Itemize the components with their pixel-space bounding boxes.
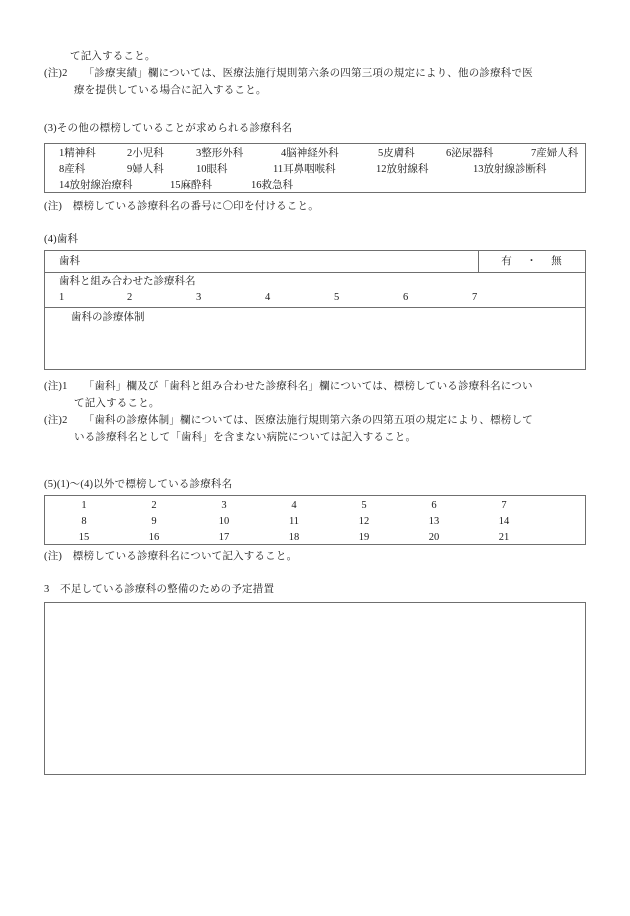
dental-table: [44, 250, 586, 370]
dental-label: 歯科: [59, 256, 80, 267]
departments-row: [45, 146, 585, 162]
departments-table: [44, 143, 586, 193]
other-department-slot[interactable]: 21: [498, 532, 510, 543]
dental-combined-slot[interactable]: 6: [403, 292, 409, 303]
dental-combined-number-slots: [59, 290, 579, 306]
other-department-slot[interactable]: 9: [151, 516, 157, 527]
other-department-slot[interactable]: 4: [291, 500, 297, 511]
section-4-note-1-line-2: て記入すること。: [74, 398, 160, 409]
other-department-slot[interactable]: 1: [81, 500, 87, 511]
dental-combined-slot[interactable]: 1: [59, 292, 65, 303]
top-note-2-text-1: 「診療実績」欄については、医療法施行規則第六条の四第三項の規定により、他の診療科で医: [88, 68, 533, 79]
department-item[interactable]: 5皮膚科: [378, 148, 415, 159]
section-4-note-2-line-2: いる診療科名として「歯科」を含まない病院については記入すること。: [74, 432, 417, 443]
department-item[interactable]: 4脳神経外科: [281, 148, 339, 159]
department-item[interactable]: 13放射線診断科: [473, 164, 547, 175]
section-4-heading: (4)歯科: [44, 234, 79, 245]
section-4-notes: [44, 378, 533, 446]
dental-yes-no-option[interactable]: 有 ・ 無: [501, 256, 564, 267]
dental-row-combined: [45, 273, 585, 308]
other-department-slot[interactable]: 6: [431, 500, 437, 511]
top-note-2-label: (注)2: [44, 68, 68, 79]
department-item[interactable]: 3整形外科: [196, 148, 244, 159]
other-department-slot[interactable]: 11: [288, 516, 300, 527]
section-4-note-2-label: (注)2: [44, 415, 68, 426]
dental-row-system[interactable]: [45, 308, 585, 370]
other-department-slot[interactable]: 3: [221, 500, 227, 511]
other-department-slot[interactable]: 5: [361, 500, 367, 511]
other-department-slot[interactable]: 16: [148, 532, 160, 543]
department-item[interactable]: 1精神科: [59, 148, 96, 159]
top-note-2-line-2: 療を提供している場合に記入すること。: [74, 85, 267, 96]
dental-combined-slot[interactable]: 3: [196, 292, 202, 303]
section-3-heading: (3)その他の標榜していることが求められる診療科名: [44, 123, 293, 134]
top-note-2-line-1: [44, 65, 533, 82]
department-item[interactable]: 12放射線科: [376, 164, 429, 175]
department-item[interactable]: 10眼科: [196, 164, 228, 175]
department-item[interactable]: 9婦人科: [127, 164, 164, 175]
other-department-slot[interactable]: 10: [218, 516, 230, 527]
continuation-line: て記入すること。: [70, 51, 156, 62]
other-department-slot[interactable]: 2: [151, 500, 157, 511]
departments-row: [45, 162, 585, 178]
other-department-slot[interactable]: 15: [78, 532, 90, 543]
dental-combined-slot[interactable]: 4: [265, 292, 271, 303]
other-department-slot[interactable]: 7: [501, 500, 507, 511]
section-3-note: [44, 198, 319, 215]
section-4-note-1-line-1: [44, 378, 533, 395]
dental-combined-slot[interactable]: 2: [127, 292, 133, 303]
measures-input-area[interactable]: [44, 602, 586, 775]
section-4-note-1-text-1: 「歯科」欄及び「歯科と組み合わせた診療科名」欄については、標榜している診療科名につい: [88, 381, 533, 392]
dental-row-presence: [45, 251, 585, 273]
section-5-heading: (5)(1)～(4)以外で標榜している診療科名: [44, 479, 233, 490]
other-department-slot[interactable]: 20: [428, 532, 440, 543]
departments-row: [45, 178, 585, 194]
section-5-note: [44, 548, 297, 565]
department-item[interactable]: 16救急科: [251, 180, 293, 191]
dental-combined-slot[interactable]: 5: [334, 292, 340, 303]
other-department-slot[interactable]: 17: [218, 532, 230, 543]
department-item[interactable]: 8産科: [59, 164, 86, 175]
department-item[interactable]: 7産婦人科: [531, 148, 579, 159]
section-4-note-2-line-1: [44, 412, 533, 429]
other-department-slot[interactable]: 18: [288, 532, 300, 543]
department-item[interactable]: 14放射線治療科: [59, 180, 133, 191]
section-4-note-2-text-1: 「歯科の診療体制」欄については、医療法施行規則第六条の四第五項の規定により、標榜して: [88, 415, 533, 426]
other-department-slot[interactable]: 14: [498, 516, 510, 527]
department-item[interactable]: 15麻酔科: [170, 180, 212, 191]
department-item[interactable]: 2小児科: [127, 148, 164, 159]
department-item[interactable]: 6泌尿器科: [446, 148, 494, 159]
dental-system-label: 歯科の診療体制: [71, 312, 145, 323]
section-measures-heading: 3 不足している診療科の整備のための予定措置: [44, 584, 275, 595]
section-5-note-text: (注) 標榜している診療科名について記入すること。: [44, 551, 298, 562]
other-department-slot[interactable]: 19: [358, 532, 370, 543]
section-3-note-text: (注) 標榜している診療科名の番号に〇印を付けること。: [44, 201, 319, 212]
other-department-slot[interactable]: 8: [81, 516, 87, 527]
other-department-slot[interactable]: 12: [358, 516, 370, 527]
department-item[interactable]: 11耳鼻咽喉科: [273, 164, 336, 175]
top-notes-block: [44, 48, 533, 99]
dental-combined-slot[interactable]: 7: [472, 292, 478, 303]
dental-combined-label: 歯科と組み合わせた診療科名: [59, 276, 196, 287]
section-4-note-1-label: (注)1: [44, 381, 68, 392]
other-departments-grid: [44, 495, 586, 545]
other-department-slot[interactable]: 13: [428, 516, 440, 527]
